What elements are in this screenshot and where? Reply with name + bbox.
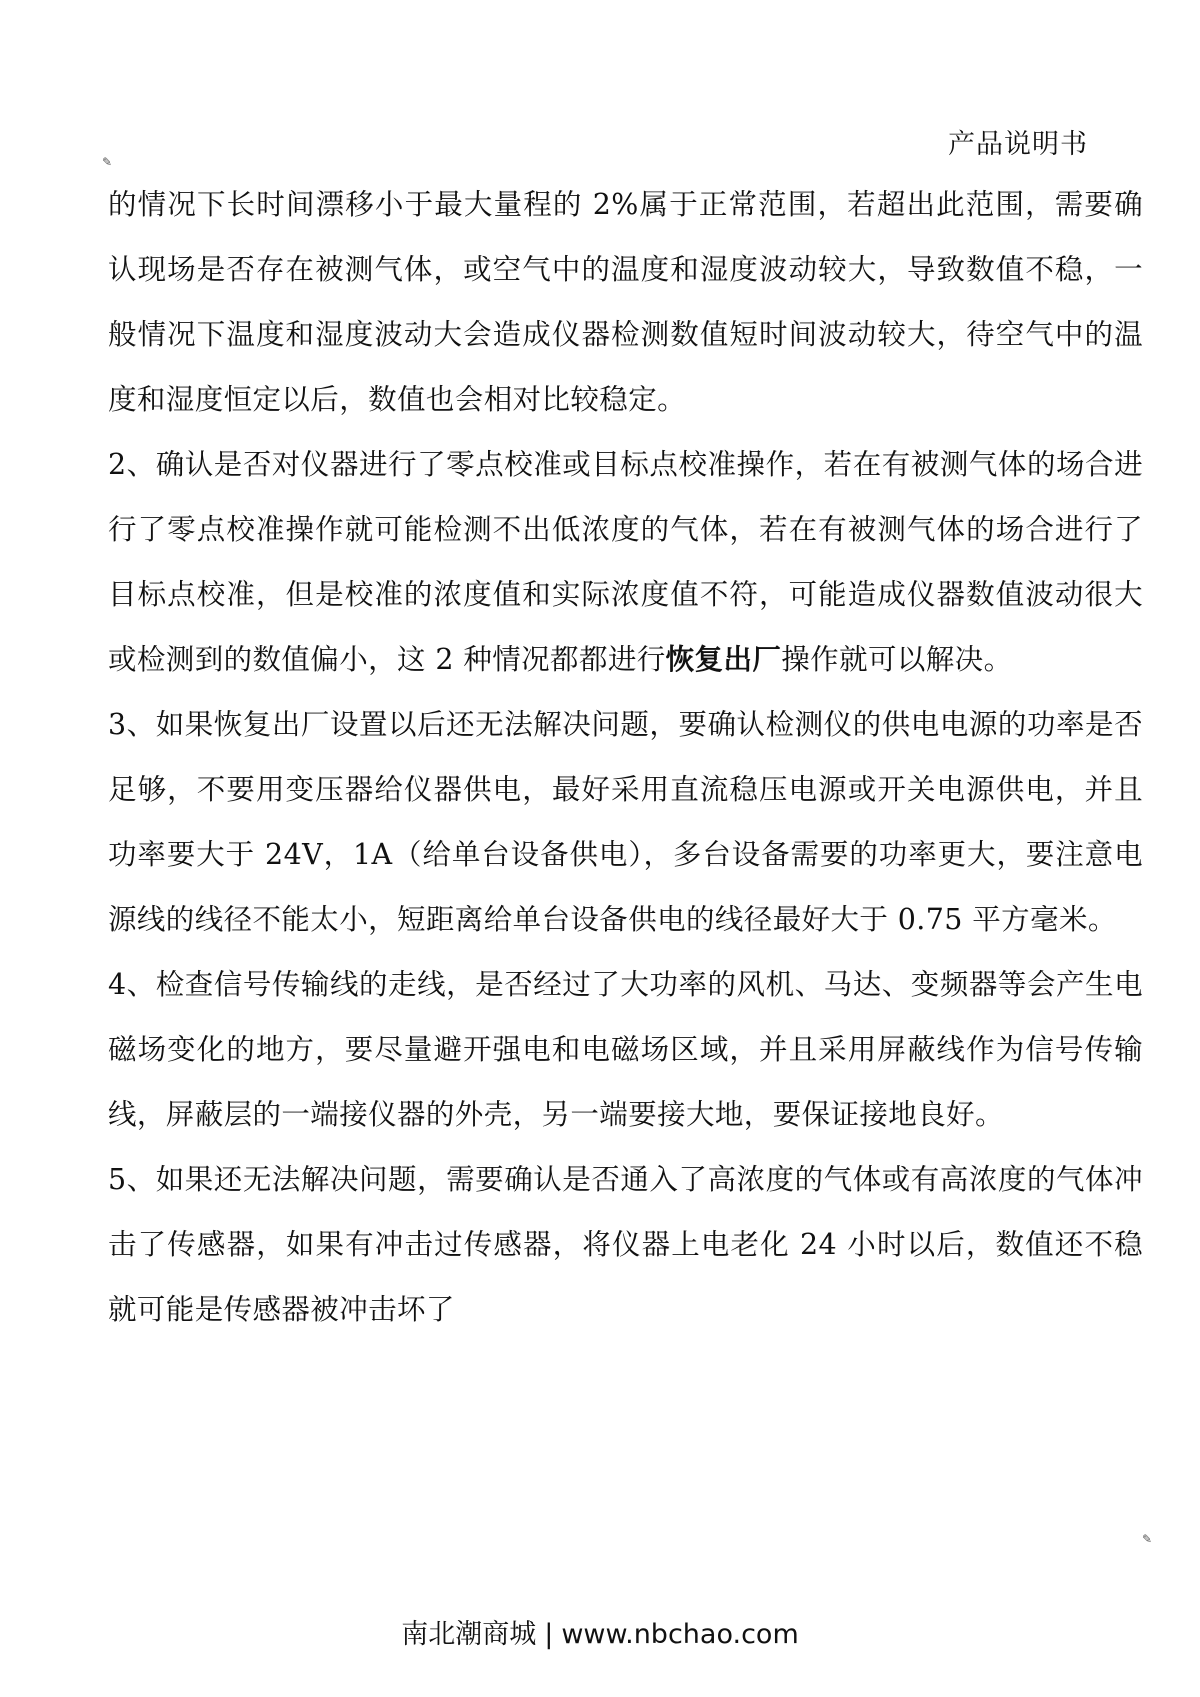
footer-watermark [0,1612,1200,1651]
bold-phrase-factory-reset: 恢复出厂 [665,643,782,676]
paragraph-item-5: 5、如果还无法解决问题，需要确认是否通入了高浓度的气体或有高浓度的气体冲击了传感器，如果有冲击过传感器，将仪器上电老化 24 小时以后，数值还不稳就可能是传感器被冲击坏了 [108,1163,1143,1326]
paragraph-item-3: 3、如果恢复出厂设置以后还无法解决问题，要确认检测仪的供电电源的功率是否足够，不要用变压器给仪器供电，最好采用直流稳压电源或开关电源供电，并且功率要大于 24V，1A（给单台设备供电），多台设备需要的功率更大，要注意电源线的线径不能太小，短距离给单台设备供电的线径最好大于 0.75 平方毫米。 [108,708,1143,936]
paragraph-text: 操作就可以解决。 [781,643,1013,676]
paragraph-item-2 [108,432,1143,692]
paragraph-item-4: 4、检查信号传输线的走线，是否经过了大功率的风机、马达、变频器等会产生电磁场变化的地方，要尽量避开强电和电磁场区域，并且采用屏蔽线作为信号传输线，屏蔽层的一端接仪器的外壳，另一端要接大地，要保证接地良好。 [108,968,1143,1131]
document-header-title: 产品说明书 [948,129,1088,160]
document-body [108,172,1143,1342]
footer-brand-name: 南北潮商城 [401,1619,537,1650]
footer-url[interactable]: www.nbchao.com [561,1619,799,1650]
pencil-icon: ✎ [1142,1532,1153,1546]
pencil-icon: ✎ [102,155,113,169]
paragraph-continuation: 的情况下长时间漂移小于最大量程的 2%属于正常范围，若超出此范围，需要确认现场是否存在被测气体，或空气中的温度和湿度波动较大，导致数值不稳，一般情况下温度和湿度波动大会造成仪器检测数值短时间波动较大，待空气中的温度和湿度恒定以后，数值也会相对比较稳定。 [108,188,1143,416]
footer-separator: | [544,1619,554,1650]
paragraph-text: 2、确认是否对仪器进行了零点校准或目标点校准操作，若在有被测气体的场合进行了零点校准操作就可能检测不出低浓度的气体，若在有被测气体的场合进行了目标点校准，但是校准的浓度值和实际浓度值不符，可能造成仪器数值波动很大或检测到的数值偏小，这 2 种情况都都进行 [108,448,1143,676]
